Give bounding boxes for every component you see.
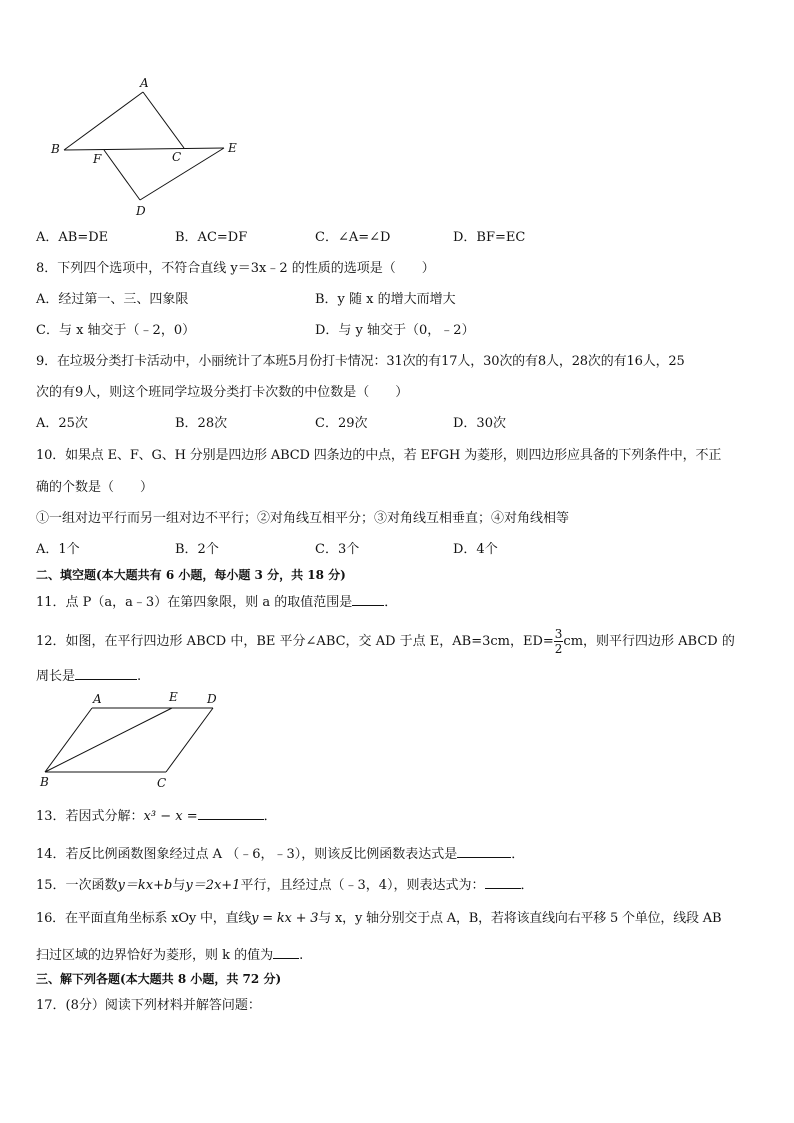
q12-text: 12．如图，在平行四边形 ABCD 中，BE 平分∠ABC，交 AD 于点 E，AB=3cm，ED= <box>36 634 554 649</box>
q10-line1: 10．如果点 E、F、G、H 分别是四边形 ABCD 四条边的中点，若 EFGH 为菱形，则四边形应具备的下列条件中，不正 <box>36 448 722 463</box>
q12-text-after: cm，则平行四边形 ABCD 的 <box>563 634 735 649</box>
q13 <box>36 806 277 826</box>
q15-expr1: y＝kx+b <box>117 878 173 893</box>
fig2-label-c: C <box>157 776 167 790</box>
q15 <box>36 875 534 895</box>
section-3-heading: 三、解下列各题(本大题共 8 小题，共 72 分) <box>36 972 282 986</box>
q10-option-a: A．1个 <box>36 542 80 557</box>
fig2-label-b: B <box>40 775 49 789</box>
q16-text-after: 与 x，y 轴分别交于点 A，B，若将该直线向右平移 5 个单位，线段 AB <box>318 911 722 926</box>
q16-line2-end: . <box>299 948 304 963</box>
q10-option-d: D．4个 <box>453 542 498 557</box>
segment-dc <box>166 708 213 772</box>
q10-conditions: ①一组对边平行而另一组对边不平行；②对角线互相平分；③对角线互相垂直；④对角线相等 <box>36 511 570 526</box>
q7-option-a: A．AB=DE <box>36 230 109 245</box>
q15-mid: 与 <box>172 878 186 893</box>
q15-text-after: 平行，且经过点（﹣3，4），则表达式为： <box>240 878 485 893</box>
q16-text: 16．在平面直角坐标系 xOy 中，直线 <box>36 911 252 926</box>
q13-expression: x³ − x = <box>143 809 198 824</box>
q16-line1 <box>36 910 721 928</box>
q15-answer-blank[interactable] <box>485 875 521 889</box>
q13-answer-blank[interactable] <box>198 806 264 820</box>
q8-option-b: B．y 随 x 的增大而增大 <box>315 292 456 307</box>
segment-be <box>45 708 172 772</box>
q16-line2-text: 扫过区域的边界恰好为菱形，则 k 的值为 <box>36 948 274 963</box>
q14-text: 14．若反比例函数图象经过点 A （﹣6，﹣3），则该反比例函数表达式是 <box>36 847 458 862</box>
q7-option-b: B．AC=DF <box>175 230 248 245</box>
label-f: F <box>93 152 102 166</box>
q10-option-b: B．2个 <box>175 542 219 557</box>
q8-stem: 8．下列四个选项中，不符合直线 y＝3x﹣2 的性质的选项是（ ） <box>36 261 435 276</box>
q9-option-a: A．25次 <box>36 416 88 431</box>
q13-end: ． <box>263 809 277 824</box>
q11-text: 11．点 P（a，a﹣3）在第四象限，则 a 的取值范围是 <box>36 595 353 610</box>
q13-text: 13．若因式分解： <box>36 809 144 824</box>
label-e: E <box>228 141 237 155</box>
q14-answer-blank[interactable] <box>457 844 511 858</box>
q8-option-d: D．与 y 轴交于（0，﹣2） <box>315 323 475 338</box>
segment-ab <box>45 708 92 772</box>
q16-line2 <box>36 945 303 965</box>
q12-line2-end: . <box>137 669 142 684</box>
q14-end: ． <box>511 847 525 862</box>
q12-line2-text: 周长是 <box>36 669 76 684</box>
q7-option-d: D．BF=EC <box>453 230 526 245</box>
q12-frac-num: 3 <box>554 627 563 641</box>
q8-option-a: A．经过第一、三、四象限 <box>36 292 189 307</box>
label-b: B <box>51 142 60 156</box>
fig2-label-d: D <box>207 692 217 706</box>
q11-end: ． <box>384 595 398 610</box>
label-a: A <box>140 76 149 90</box>
q15-text: 15．一次函数 <box>36 878 118 893</box>
q10-line2: 确的个数是（ ） <box>36 480 154 495</box>
q14 <box>36 844 524 864</box>
q15-expr2: y＝2x+1 <box>185 878 241 893</box>
q9-line2: 次的有9人，则这个班同学垃圾分类打卡次数的中位数是（ ） <box>36 385 409 400</box>
q9-option-b: B．28次 <box>175 416 228 431</box>
q8-option-c: C．与 x 轴交于（﹣2，0） <box>36 323 196 338</box>
q16-answer-blank[interactable] <box>273 945 299 959</box>
q7-option-c: C．∠A=∠D <box>315 230 391 245</box>
q17-stem: 17．(8分）阅读下列材料并解答问题： <box>36 998 261 1013</box>
label-d: D <box>136 204 146 218</box>
fig2-label-e: E <box>169 690 178 704</box>
q9-line1: 9．在垃圾分类打卡活动中，小丽统计了本班5月份打卡情况：31次的有17人，30次的有8人，28次的有16人，25 <box>36 354 685 369</box>
q9-option-d: D．30次 <box>453 416 506 431</box>
q15-end: ． <box>520 878 534 893</box>
section-2-heading: 二、填空题(本大题共有 6 小题，每小题 3 分，共 18 分) <box>36 568 346 582</box>
q10-option-c: C．3个 <box>315 542 360 557</box>
q9-option-c: C．29次 <box>315 416 368 431</box>
q16-expression: y = kx + 3 <box>251 911 319 926</box>
label-c: C <box>172 150 182 164</box>
q12-frac-den: 2 <box>554 642 563 656</box>
fig2-label-a: A <box>93 692 102 706</box>
